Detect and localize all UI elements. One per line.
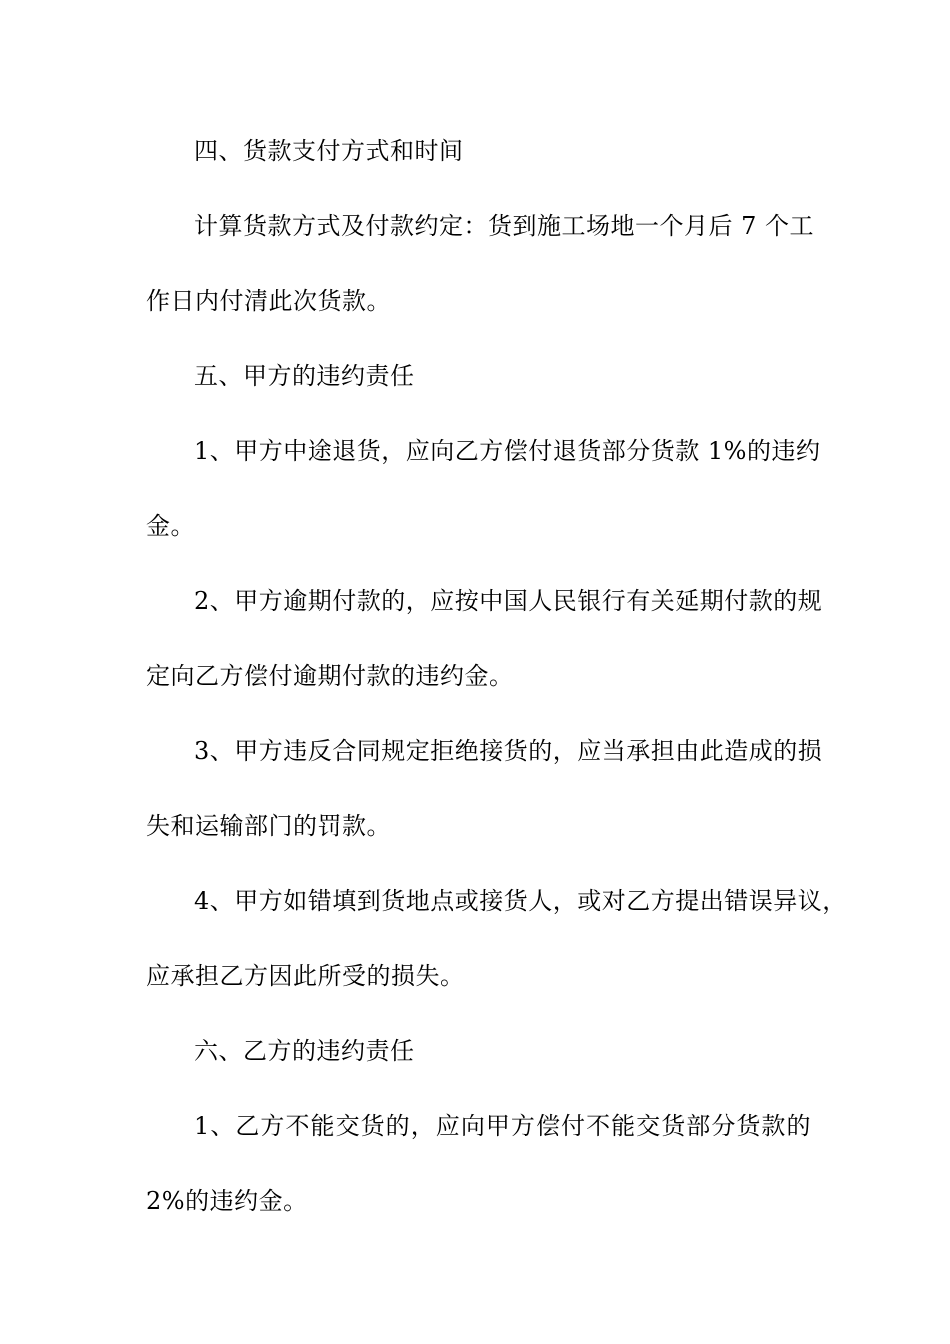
paragraph-line: 金。	[146, 512, 195, 540]
paragraph-line: 1、甲方中途退货，应向乙方偿付退货部分货款 1%的违约	[194, 437, 821, 465]
paragraph-line: 1、乙方不能交货的，应向甲方偿付不能交货部分货款的	[194, 1112, 811, 1140]
paragraph-line: 应承担乙方因此所受的损失。	[146, 962, 465, 990]
paragraph-line: 3、甲方违反合同规定拒绝接货的，应当承担由此造成的损	[194, 737, 823, 765]
paragraph-line: 2%的违约金。	[146, 1187, 308, 1215]
paragraph-line: 计算货款方式及付款约定：货到施工场地一个月后 7 个工	[194, 212, 815, 240]
section-heading-payment: 四、货款支付方式和时间	[194, 137, 464, 165]
section-heading-party-a-liability: 五、甲方的违约责任	[194, 362, 415, 390]
paragraph-line: 失和运输部门的罚款。	[146, 812, 391, 840]
section-heading-party-b-liability: 六、乙方的违约责任	[194, 1037, 415, 1065]
paragraph-line: 4、甲方如错填到货地点或接货人，或对乙方提出错误异议，	[194, 887, 847, 915]
paragraph-line: 2、甲方逾期付款的，应按中国人民银行有关延期付款的规	[194, 587, 823, 615]
paragraph-line: 作日内付清此次货款。	[146, 287, 391, 315]
paragraph-line: 定向乙方偿付逾期付款的违约金。	[146, 662, 514, 690]
